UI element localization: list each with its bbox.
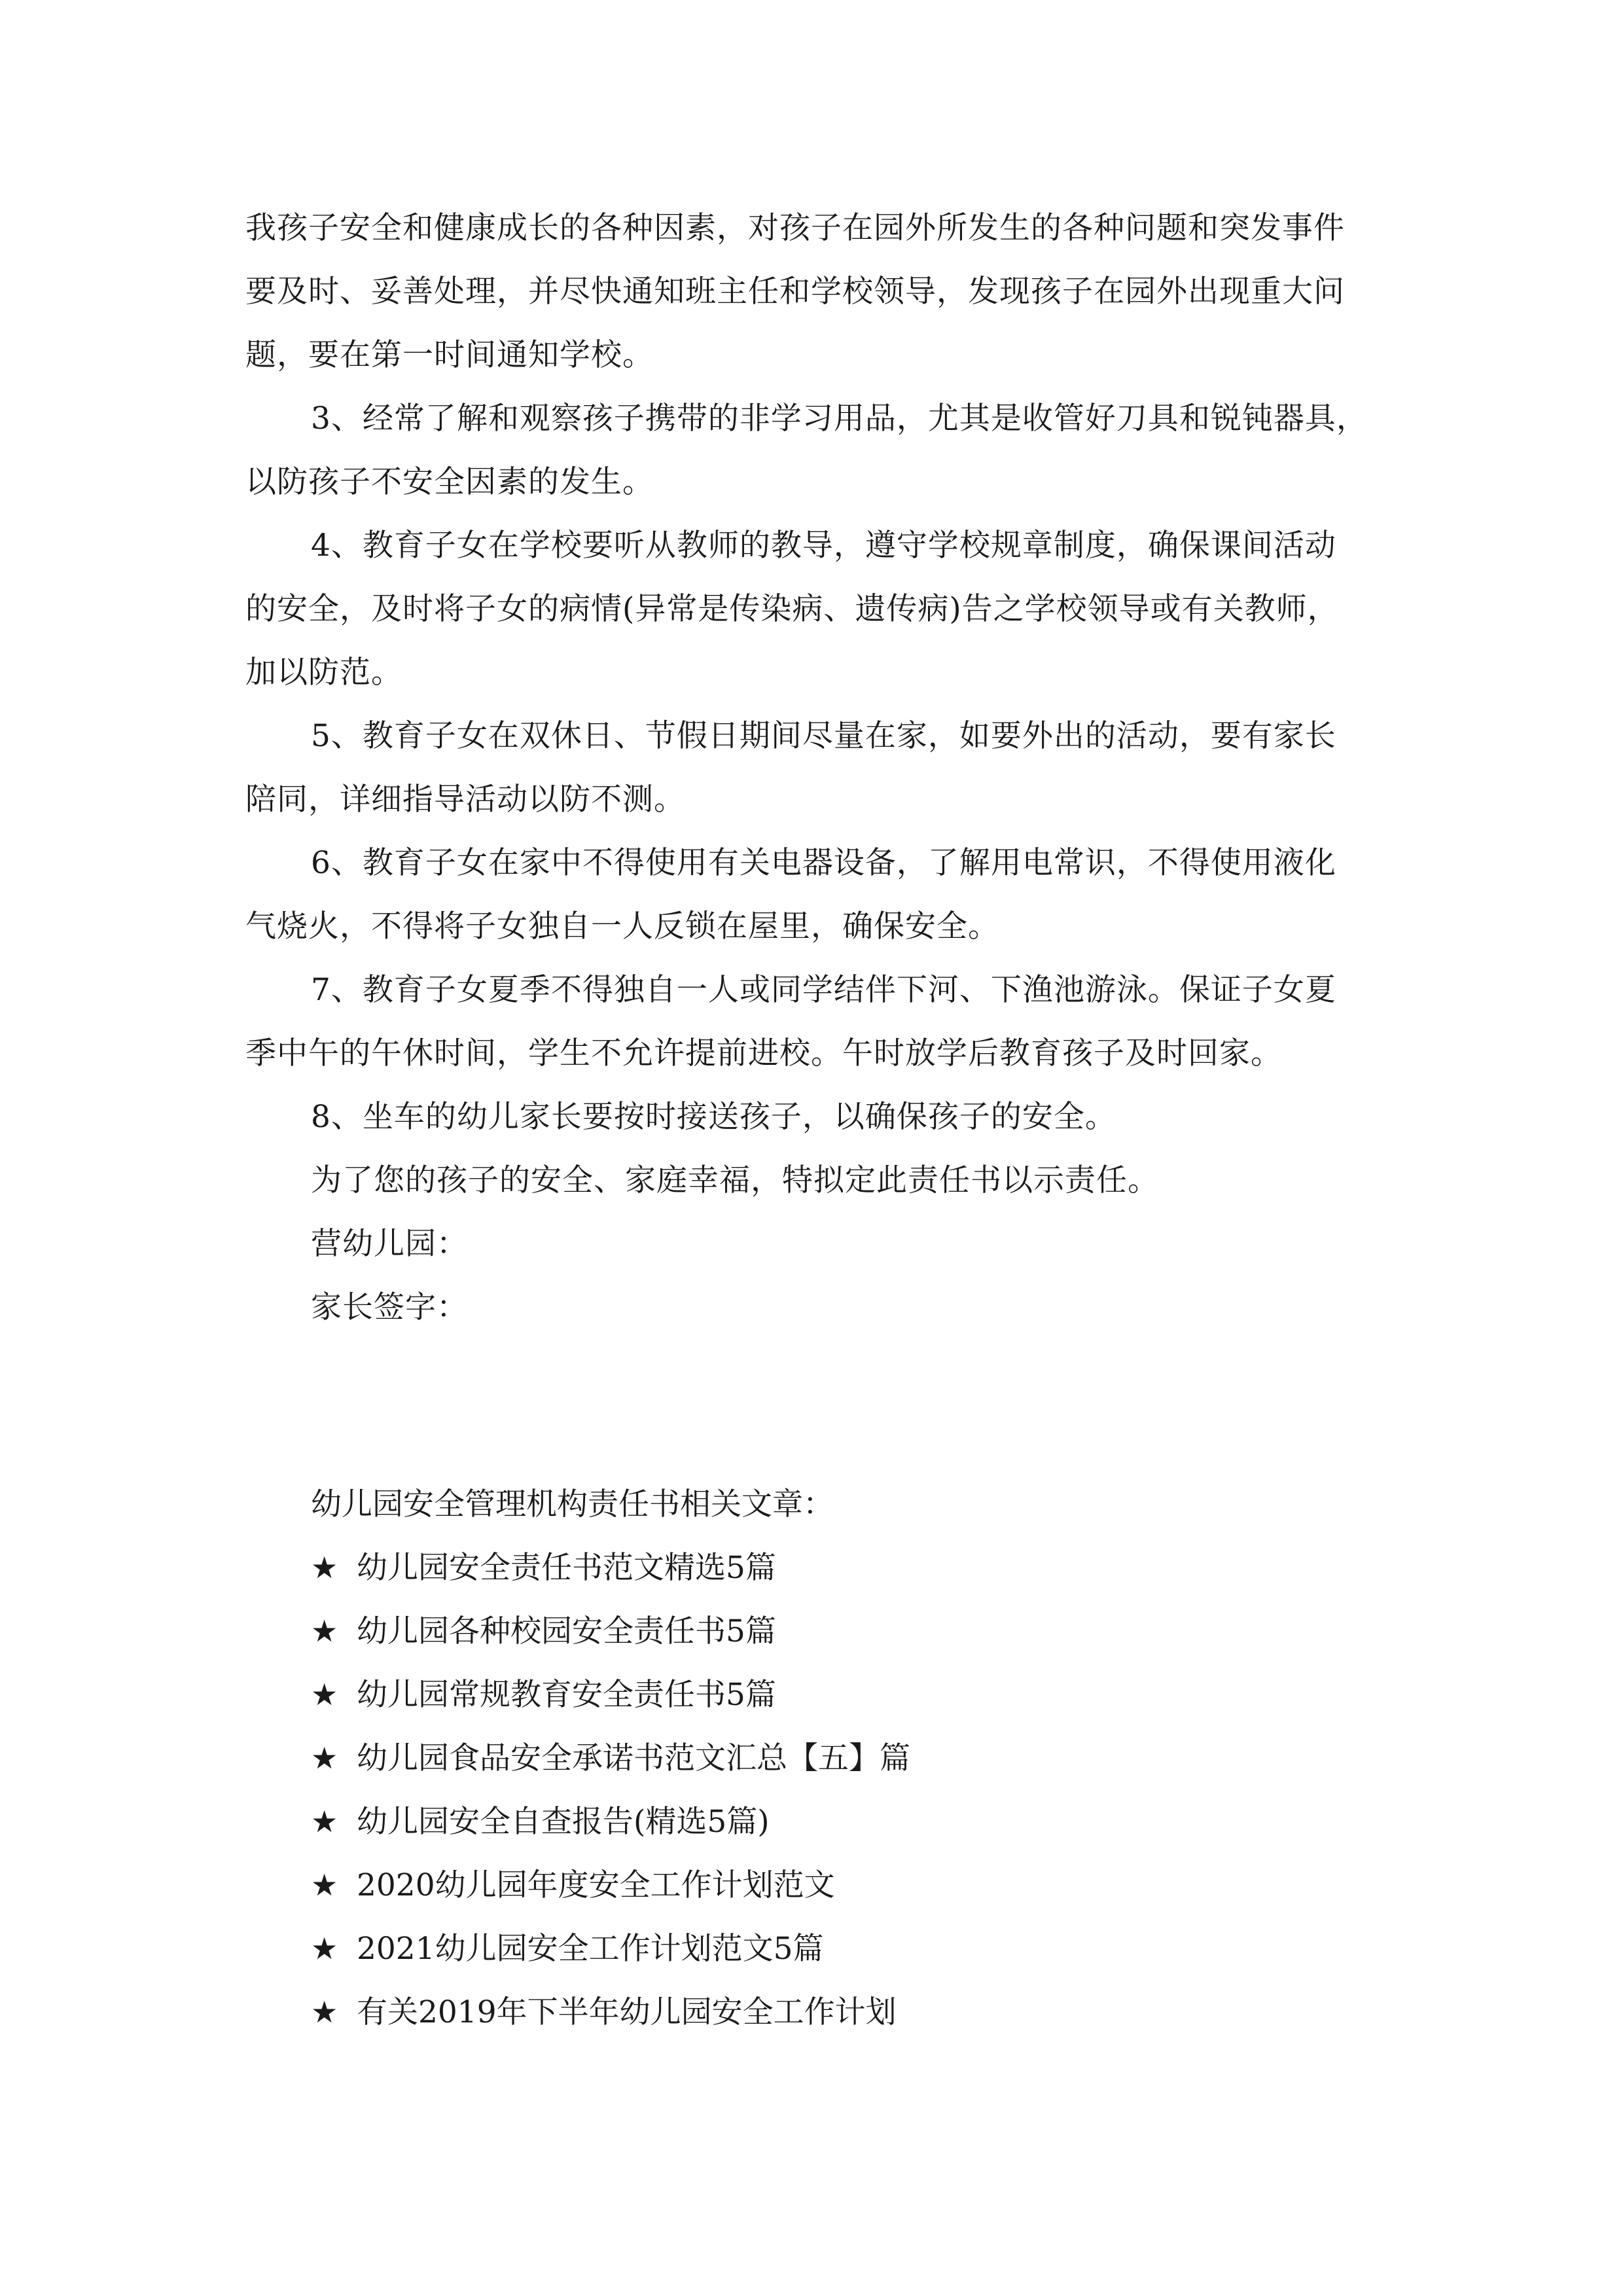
- star-icon: ★: [311, 1740, 338, 1776]
- body-line: 的安全，及时将子女的病情(异常是传染病、遗传病)告之学校领导或有关教师，: [245, 591, 1339, 627]
- related-article-link[interactable]: 2021幼儿园安全工作计划范文5篇: [357, 1931, 824, 1967]
- body-line: 3、经常了解和观察孩子携带的非学习用品，尤其是收管好刀具和锐钝器具，: [311, 401, 1368, 437]
- related-article-link[interactable]: 幼儿园常规教育安全责任书5篇: [357, 1677, 776, 1713]
- related-article-item[interactable]: [311, 1727, 1423, 1790]
- star-icon: ★: [311, 1804, 338, 1839]
- related-article-link[interactable]: 幼儿园食品安全承诺书范文汇总【五】篇: [357, 1740, 910, 1776]
- related-article-item[interactable]: [311, 1917, 1423, 1981]
- body-line: 8、坐车的幼儿家长要按时接送孩子，以确保孩子的安全。: [311, 1099, 1116, 1135]
- signature-kindergarten: 营幼儿园：: [311, 1226, 468, 1262]
- star-icon: ★: [311, 1867, 338, 1903]
- related-article-item[interactable]: [311, 1536, 1423, 1600]
- body-line: 气烧火，不得将子女独自一人反锁在屋里，确保安全。: [245, 908, 999, 944]
- body-line: 季中午的午休时间，学生不允许提前进校。午时放学后教育孩子及时回家。: [245, 1035, 1282, 1071]
- related-article-link[interactable]: 幼儿园各种校园安全责任书5篇: [357, 1613, 776, 1649]
- body-line: 为了您的孩子的安全、家庭幸福，特拟定此责任书以示责任。: [311, 1162, 1159, 1198]
- body-text: [245, 196, 1404, 1339]
- star-icon: ★: [311, 1613, 338, 1649]
- body-line: 7、教育子女夏季不得独自一人或同学结伴下河、下渔池游泳。保证子女夏: [311, 972, 1336, 1008]
- body-line: 要及时、妥善处理，并尽快通知班主任和学校领导，发现孩子在园外出现重大问: [245, 274, 1345, 310]
- related-article-item[interactable]: [311, 1790, 1423, 1854]
- signature-parent: 家长签字：: [311, 1289, 468, 1325]
- star-icon: ★: [311, 1994, 338, 2030]
- body-line: 题，要在第一时间通知学校。: [245, 337, 654, 373]
- body-line: 陪同，详细指导活动以防不测。: [245, 781, 685, 817]
- related-article-item[interactable]: [311, 1600, 1423, 1663]
- related-article-link[interactable]: 幼儿园安全自查报告(精选5篇): [357, 1804, 770, 1840]
- star-icon: ★: [311, 1550, 338, 1585]
- related-article-item[interactable]: [311, 1981, 1423, 2044]
- related-article-link[interactable]: 幼儿园安全责任书范文精选5篇: [357, 1550, 776, 1586]
- body-line: 4、教育子女在学校要听从教师的教导，遵守学校规章制度，确保课间活动: [311, 528, 1336, 564]
- related-articles: [311, 1473, 1423, 2044]
- body-line: 以防孩子不安全因素的发生。: [245, 464, 654, 500]
- related-articles-heading: 幼儿园安全管理机构责任书相关文章：: [311, 1486, 834, 1522]
- body-line: 5、教育子女在双休日、节假日期间尽量在家，如要外出的活动，要有家长: [311, 718, 1336, 754]
- related-article-item[interactable]: [311, 1854, 1423, 1917]
- body-line: 6、教育子女在家中不得使用有关电器设备，了解用电常识，不得使用液化: [311, 845, 1336, 881]
- star-icon: ★: [311, 1677, 338, 1712]
- related-article-item[interactable]: [311, 1663, 1423, 1727]
- body-line: 我孩子安全和健康成长的各种因素，对孩子在园外所发生的各种问题和突发事件: [245, 210, 1345, 246]
- related-article-link[interactable]: 有关2019年下半年幼儿园安全工作计划: [357, 1994, 897, 2030]
- related-article-link[interactable]: 2020幼儿园年度安全工作计划范文: [357, 1867, 835, 1903]
- body-line: 加以防范。: [245, 655, 402, 691]
- star-icon: ★: [311, 1931, 338, 1966]
